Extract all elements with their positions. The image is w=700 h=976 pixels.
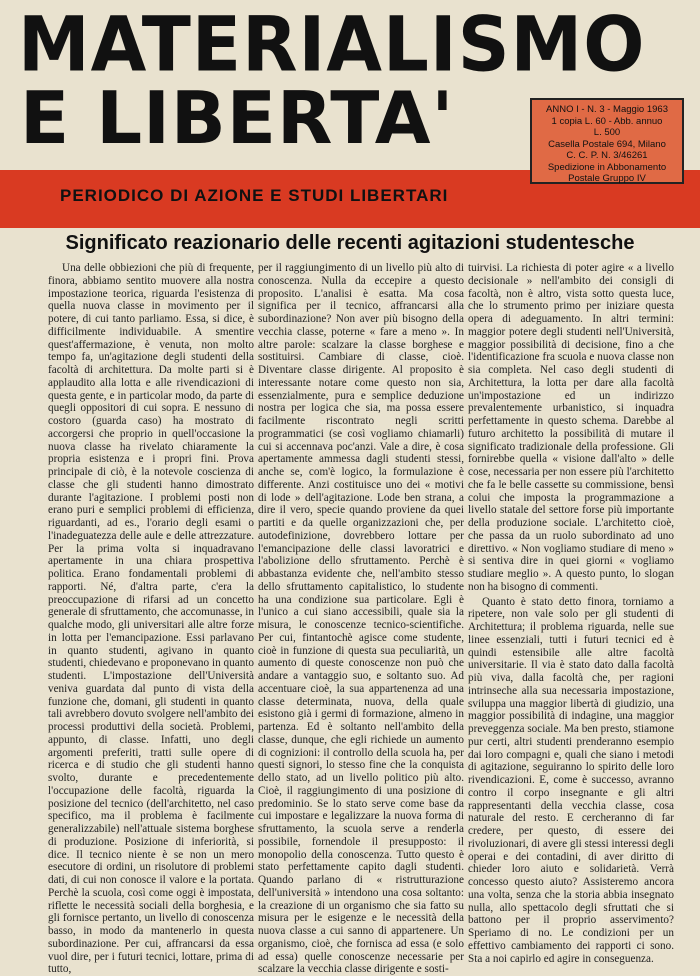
issue-info-line: Spedizione in Abbonamento xyxy=(547,161,667,173)
issue-info-line: ANNO I - N. 3 - Maggio 1963 xyxy=(546,104,668,115)
masthead-title-line2: E LIBERTA' xyxy=(20,76,455,160)
masthead-subtitle: PERIODICO DI AZIONE E STUDI LIBERTARI xyxy=(60,186,449,205)
issue-info-line: C. C. P. N. 3/46261 xyxy=(566,150,648,161)
article-column-3 xyxy=(468,262,674,965)
article-paragraph: Una delle obbiezioni che più di frequente, finora, abbiamo sentito muovere alla nostra impostazione teorica, riguarda l'esistenza di quella nuova classe in movimento per il potere, di cui tanto parliamo. Essa, si dice, è difficilmente individuabile. A smentire quest'affermazione, è venuta, non molto tempo fa, un'agitazione degli studenti della facoltà di architettura. Da molte parti si è applaudito alla lotta e alle rivendicazioni di questa gente, e in particolar modo, da parte di quegli oppositori di cui sopra. E nessuno di costoro (guarda caso) ha mostrato di accorgersi che proprio in quell'occasione la nuova classe ha rivelato chiaramente la propria esistenza e i propri fini. Prova principale di ciò, è la notevole coscienza di classe che gli studenti hanno dimostrato durante l'agitazione. I problemi posti non erano puri e semplici problemi di efficienza, riguardanti, ad es., l'orario degli esami o l'inadeguatezza delle aule e delle attrezzature. Per la prima volta si inquadravano apertamente in una chiara prospettiva politica. Erano fondamentali problemi di rapporti. Né, d'altra parte, c'era la preoccupazione di rifarsi ad un concetto generale di sfruttamento, che accomunasse, in qualche modo, gli universitari alle altre forze in lotta per l'emancipazione. Essi parlavano in quanto studenti, agivano in quanto studenti, chiedevano e proponevano in quanto studenti. L'impostazione dell'Università veniva guardata dal punto di vista della funzione che, domani, gli studenti in quanto tali avrebbero dovuto svolgere nell'ambito dei processi produttivi della società. Problemi, appunto, di classe. Infatti, uno degli argomenti preferiti, tratti sulle opere di ricerca e di studio che gli studenti hanno svolto, durante e precedentemente l'occupazione delle facoltà, riguarda la posizione del tecnico (dell'architetto, nel caso specifico, ma il problema è facilmente generalizzabile) nell'attuale sistema borghese di produzione. Posizione di inferiorità, si dice. Il tecnico niente è se non un mero esecutore di ordini, un risolutore di problemi dati, di cui non conosce il valore e la portata. Perchè la scuola, così come oggi è impostata, riflette le necessità sociali della borghesia, e gli fornisce pertanto, un livello di conoscenza basso, in modo da mantenerlo in questa subordinazione. Per cui, affrancarsi da essa vuol dire, per i futuri tecnici, lottare, prima di tutto, xyxy=(48,262,254,976)
masthead-title-line1: MATERIALISMO xyxy=(18,0,646,89)
issue-info-line: L. 500 xyxy=(593,127,621,138)
article-column-2 xyxy=(258,262,464,976)
issue-info-line: Postale Gruppo IV xyxy=(568,173,646,184)
article-paragraph: tuirvisi. La richiesta di poter agire « a livello decisionale » nell'ambito dei consigli di facoltà, non è altro, vista sotto questa luce, che lo strumento primo per iniziare questa opera di adeguamento. In altri termini: maggior potere degli studenti nell'Università, maggior possibilità di decisione, fino a che l'identificazione fra scuola e nuova classe non sia completa. Nel caso degli studenti di Architettura, la lotta per dare alla facoltà un'impostazione ed un indirizzo prevalentemente urbanistico, si inquadra perfettamente in questo schema. Darebbe al futuro architetto la possibilità di mutare il significato tradizionale della professione. Gli fornirebbe quella « visione dall'alto » delle cose, necessaria per non essere più l'architetto che fa le belle cassette su commissione, bensì colui che imposta la programmazione a livello statale del settore forse più importante della produzione sociale. L'architetto cioè, che passa da un ruolo subordinato ad uno direttivo. « Non vogliamo studiare di meno » si sentiva dire in quei giorni « vogliamo studiare meglio ». A questo punto, lo slogan non ha bisogno di commenti. xyxy=(468,262,674,593)
article-column-1 xyxy=(48,262,254,976)
article-paragraph: Quanto è stato detto finora, torniamo a ripetere, non vale solo per gli studenti di Architettura; il problema riguarda, nelle sue linee essenziali, tutti i futuri tecnici ed è quindi estensibile alle altre facoltà universitarie. Il via è stato dato dalla facoltà più viva, dalla facoltà che, per ragioni intrinseche alla sua necessaria impostazione, sviluppa una maggior libertà di giudizio, una maggior possibilità di indagine, una maggior preveggenza sociale. Ma ben presto, stiamone pur certi, altri studenti prenderanno esempio dai loro compagni e, quali che siano i metodi di agitazione, seguiranno lo spirito delle loro rivendicazioni. E, come è successo, avranno contro il corpo insegnante e gli altri rappresentanti della vecchia classe, cosa naturale del resto. E cercheranno di far credere, per questo, di essere dei rivoluzionari, di avere gli stessi interessi degli operai e dei contadini, di aver diritto di chieder loro aiuto e solidarietà. Verrà concesso questo aiuto? Assisteremo ancora una volta, senza che la storia abbia insegnato nulla, allo spettacolo degli sfruttati che si battono per il proprio asservimento? Speriamo di no. Le condizioni per un effettivo cambiamento dei rapporti ci sono. Sta a noi capirlo ed agire in conseguenza. xyxy=(468,595,674,965)
article-headline: Significato reazionario delle recenti agitazioni studentesche xyxy=(65,232,635,254)
issue-info-line: 1 copia L. 60 - Abb. annuo xyxy=(551,115,663,127)
masthead xyxy=(0,0,700,205)
issue-info-line: Casella Postale 694, Milano xyxy=(548,138,666,150)
article-paragraph: per il raggiungimento di un livello più alto di conoscenza. Nulla da eccepire a questo proposito. L'analisi è esatta. Ma cosa significa per il tecnico, affrancarsi alla subordinazione? Non aver più bisogno della vecchia classe, poterne « fare a meno ». In altre parole: scalzare la classe borghese e sostituirsi. Cambiare di classe, cioè. Diventare classe dirigente. Al proposito è interessante notare come questo non sia, essenzialmente, pura e semplice deduzione nostra per logica che sia, ma possa essere facilmente riscontrato negli scritti programmatici (se così vogliamo chiamarli) cui si accennava poc'anzi. Vale a dire, è cosa apertamente ammessa dagli studenti stessi, anche se, com'è logico, la formulazione è differente. Anzi costituisce uno dei « motivi di lode » dell'agitazione. Lode ben strana, a dire il vero, specie quando proviene da quei partiti e da quelle organizzazioni che, per autodefinizione, dovrebbero lottare per l'emancipazione delle classi lavoratrici e l'abolizione dello sfruttamento. Perchè è abbastanza evidente che, nell'ambito stesso dello sfruttamento capitalistico, lo studente ha una condizione sua particolare. Egli è l'unico a cui siano accessibili, quale sia la misura, le conoscenze tecnico-scientifiche. Per cui, fintantochè agisce come studente, cioè in funzione di questa sua peculiarità, un aumento di queste conoscenze non può che andare a vantaggio suo, e soltanto suo. Ad accentuare cioè, la sua appartenenza ad una classe determinata, nuova, della quale esistono già i germi di formazione, almeno in partenza. Ed è soltanto nell'ambito della classe, dunque, che egli richiede un aumento di cognizioni: il controllo della scuola ha, per questi signori, lo stesso fine che la conquista dello stato, ad un livello politico più alto. Cioè, il raggiungimento di una posizione di predominio. Se lo stato serve come base da cui impostare e legalizzare la nuova forma di sfruttamento, la scuola serve a renderla possibile, fornendole il presupposto: il monopolio della conoscenza. Tutto questo è stato perfettamente capito dagli studenti. Quando parlano di « ristrutturazione dell'università » intendono una cosa soltanto: la creazione di un organismo che sia fatto su misura per le esigenze e le necessità della nuova classe a cui sanno di appartenere. Un organismo, cioè, che fornisca ad essa (e solo ad essa) quelle conoscenze necessarie per scalzare la vecchia classe dirigente e sosti- xyxy=(258,262,464,976)
issue-info-box xyxy=(530,98,684,184)
